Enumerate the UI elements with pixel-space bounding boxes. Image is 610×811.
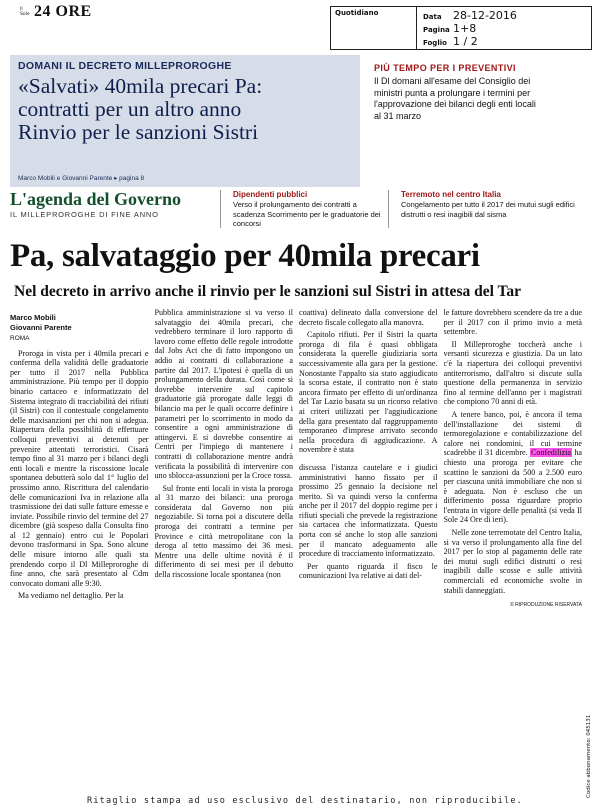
article-paragraph: coattiva) delineato dalla conversione del decreto fiscale collegato alla manovra.: [299, 308, 438, 327]
paragraph-text: ha chiesto una proroga per evitare che scattino le sanzioni da 500 a 2.500 euro per ciascuna unità immobiliare che non si è adeguata. Non è escluso che un differimento possa riguardare proprio l'entrata in vigore delle penalità (si veda Il Sole 24 Ore di ieri).: [443, 448, 582, 525]
article-paragraph: [444, 410, 583, 525]
clipping-meta-box: [330, 6, 592, 50]
agenda-subtitle: IL MILLEPROROGHE DI FINE ANNO: [10, 210, 159, 219]
agenda-item-public-employees: [220, 190, 388, 228]
agenda-item-earthquake: [388, 190, 587, 228]
promo-side-text: Il Dl domani all'esame del Consiglio dei ministri punta a prolungare i termini per l'approvazione dei bilanci degli enti locali al 31 marzo: [374, 76, 536, 121]
meta-row-sheet: [423, 35, 587, 48]
article-headline: Pa, salvataggio per 40mila precari: [10, 238, 480, 274]
article-paragraph: Capitolo rifiuti. Per il Sistri la quarta proroga di fila è quasi obbligata considerata la querelle giudiziaria sorta successivamente alla gara per la gestione. Nonostante l'appalto sia stato aggiudicato la scorsa estate, il contratto non è stato ancora firmato per effetto di un'ordinanza del Tar Lazio basata su un ricorso relativo ai criteri utilizzati per l'aggiudicazione della gara presentato dal raggruppamento temporaneo d'imprese arrivato secondo nella procedura di aggiudicazione. A novembre è stata: [299, 330, 438, 455]
article-column-2: [155, 308, 294, 706]
author-name: Giovanni Parente: [10, 322, 72, 332]
article-paragraph: Nelle zone terremotate del Centro Italia, si va verso il prolungamento alla fine del 2017 per lo stop al pagamento delle rate dei mutui sugli edifici distrutti o resi inagibili dalle scosse e sulle attività commerciali ed economiche svolte in stabili danneggiati.: [443, 528, 582, 595]
agenda-item-heading: Dipendenti pubblici: [233, 190, 308, 199]
promo-side-kicker: PIÙ TEMPO PER I PREVENTIVI: [374, 63, 516, 73]
newspaper-logo: [20, 4, 92, 20]
promo-side-box: [360, 55, 587, 187]
promo-headline-line: Rinvio per le sanzioni Sistri: [18, 120, 259, 144]
article-paragraph: Il Milleproroghe toccherà anche i versanti sicurezza e giustizia. Da un lato c'è la riapertura dei colloqui preventivi antiterrorismo, dall'altro si discute sulla questione della permanenza in servizio fino al termine dell'anno per i magistrati che compiono 70 anni di età.: [443, 339, 582, 407]
article-column-4: [444, 308, 583, 706]
article-paragraph: Sul fronte enti locali in vista la proroga al 31 marzo dei bilanci: una proroga considerata dal Governo non più negoziabile. Si torna poi a discutere della proroga dei contratti a termine per Province e città metropolitane con la deroga al tetto massimo dei 36 mesi. Mentre una delle ultime novità è il differimento di sei mesi per il debutto della riscossione locale spontanea (non: [154, 483, 293, 580]
promo-headline: [18, 75, 352, 144]
clipping-footer: Ritaglio stampa ad uso esclusivo del destinatario, non riproducibile.: [87, 796, 523, 806]
subscription-code: [586, 714, 596, 800]
agenda-item-heading: Terremoto nel centro Italia: [401, 190, 501, 199]
meta-label: Pagina: [423, 26, 450, 34]
promo-main-box: [10, 55, 360, 187]
subscription-code-text: Codice abbonamento: 045131: [586, 714, 592, 798]
article-paragraph: Per quanto riguarda il fisco le comunicazioni Iva relative ai dati del-: [299, 561, 438, 581]
meta-value: 1+8: [453, 22, 477, 35]
article-paragraph: discussa l'istanza cautelare e i giudici amministrativi hanno fissato per il prossimo 25 gennaio la decisione nel merito. Si va quindi verso la conferma anche per il 2017 del doppio regime per i rifiuti speciali che prevede la registrazione sia cartacea che informatizzata. Questo porta con sé anche lo stop alle sanzioni per il mancato adeguamento alle procedure di tracciamento informatizzato.: [299, 462, 438, 559]
article-body: [10, 308, 582, 706]
article-column-3: [299, 308, 438, 706]
meta-label: Foglio: [423, 39, 447, 47]
logo-small-text: Il Sole: [20, 7, 30, 17]
meta-value: 1 / 2: [453, 35, 478, 48]
front-page-promo: [10, 55, 587, 187]
publication-type: Quotidiano: [331, 7, 417, 49]
article-authors: [10, 313, 149, 332]
author-name: Marco Mobili: [10, 313, 56, 322]
article-paragraph: Pubblica amministrazione si va verso il salvataggio dei 40mila precari, che vedrebbero terminare il loro rapporto di lavoro come effetto delle regole introdotte dal Jobs Act che di fatto impongono un addio ai contratti di collaborazione a partire dal 2017. L'ipotesi è quella di un prolungamento della durata. Così come si dovrebbe intervenire sul capitolo graduatorie già prorogate dalle leggi di bilancio ma per le quali occorre definire i parametri per lo scorrimento in modo da consentire a ogni amministrazione di attingervi. E si dovrebbe consentire ai Centri per l'impiego di mantenere i contratti di collaborazione mentre andrà verificata la possibilità di intervenire con uno sblocca-assunzioni per la Croce rossa.: [154, 308, 293, 481]
promo-byline: Marco Mobili e Giovanni Parente ▸ pagina 8: [18, 175, 145, 182]
article-column-1: [10, 308, 149, 706]
article-paragraph: le fatture dovrebbero scendere da tre a due per il 2017 con il primo invio a metà settembre.: [443, 308, 582, 337]
agenda-band: [10, 190, 587, 228]
highlighted-term: Confedilizia: [531, 448, 572, 458]
agenda-title-block: [10, 190, 220, 228]
promo-headline-line: «Salvati» 40mila precari Pa:: [18, 74, 263, 98]
copyright-notice: © RIPRODUZIONE RISERVATA: [510, 602, 582, 609]
article-dateline: ROMA: [10, 335, 30, 342]
meta-label: Data: [423, 13, 442, 21]
agenda-title: L'agenda del Governo: [10, 189, 182, 209]
agenda-item-text: Congelamento per tutto il 2017 dei mutui sugli edifici distrutti o resi inagibili dal sisma: [401, 200, 575, 219]
meta-value: 28-12-2016: [453, 9, 517, 22]
logo-brand: 24 ORE: [34, 3, 92, 20]
article-paragraph: Proroga in vista per i 40mila precari e conferma della validità delle graduatorie per tutto il 2017 nella Pubblica amministrazione. Più tempo per il doppio binario cartaceo e informatizzato del Sistema integrato di tracciabilità dei rifiuti (il Sistri) con il contestuale congelamento delle maxisanzioni per chi non si adegua. Riapertura della possibilità di effettuare colloqui preventivi ai detenuti per prevenire attentati terroristici. Cisarà tempo fino al 31 marzo per i bilanci degli enti locali e mentre la riscossione locale spontanea debutterà solo dal 1° luglio del prossimo anno. Riscrittura del calendario delle comunicazioni Iva in relazione alla trasmissione dei dati sulle fatture emesse e inviate. Possibile rinvio del termine del 27 dicembre (già sospeso dalla Consulta fino al 12 gennaio) entro cui le Popolari devono trasformarsi in Spa. Sono alcune delle misure intorno alle quali sta prendendo corpo il Dl Milleproroghe di fine anno, che sarà presentato al Cdm convocato domani alle 9:30.: [10, 348, 149, 588]
article-paragraph: Ma vediamo nel dettaglio. Per la: [18, 591, 124, 601]
agenda-item-text: Verso il prolungamento dei contratti a scadenza Scorrimento per le graduatorie dei concorsi: [233, 200, 381, 228]
paragraph-text: A tenere banco, poi, è ancora il tema dell'installazione dei sistemi di termoregolazione e contabilizzazione del calore nei condomini, il cui termine scadrebbe il 31 dicembre.: [443, 409, 582, 458]
meta-row-date: [423, 9, 587, 22]
promo-kicker: DOMANI IL DECRETO MILLEPROROGHE: [18, 60, 232, 72]
promo-headline-line: contratti per un altro anno: [18, 97, 242, 121]
article-subhead: Nel decreto in arrivo anche il rinvio per le sanzioni sul Sistri in attesa del Tar: [14, 283, 522, 300]
meta-row-page: [423, 22, 587, 35]
